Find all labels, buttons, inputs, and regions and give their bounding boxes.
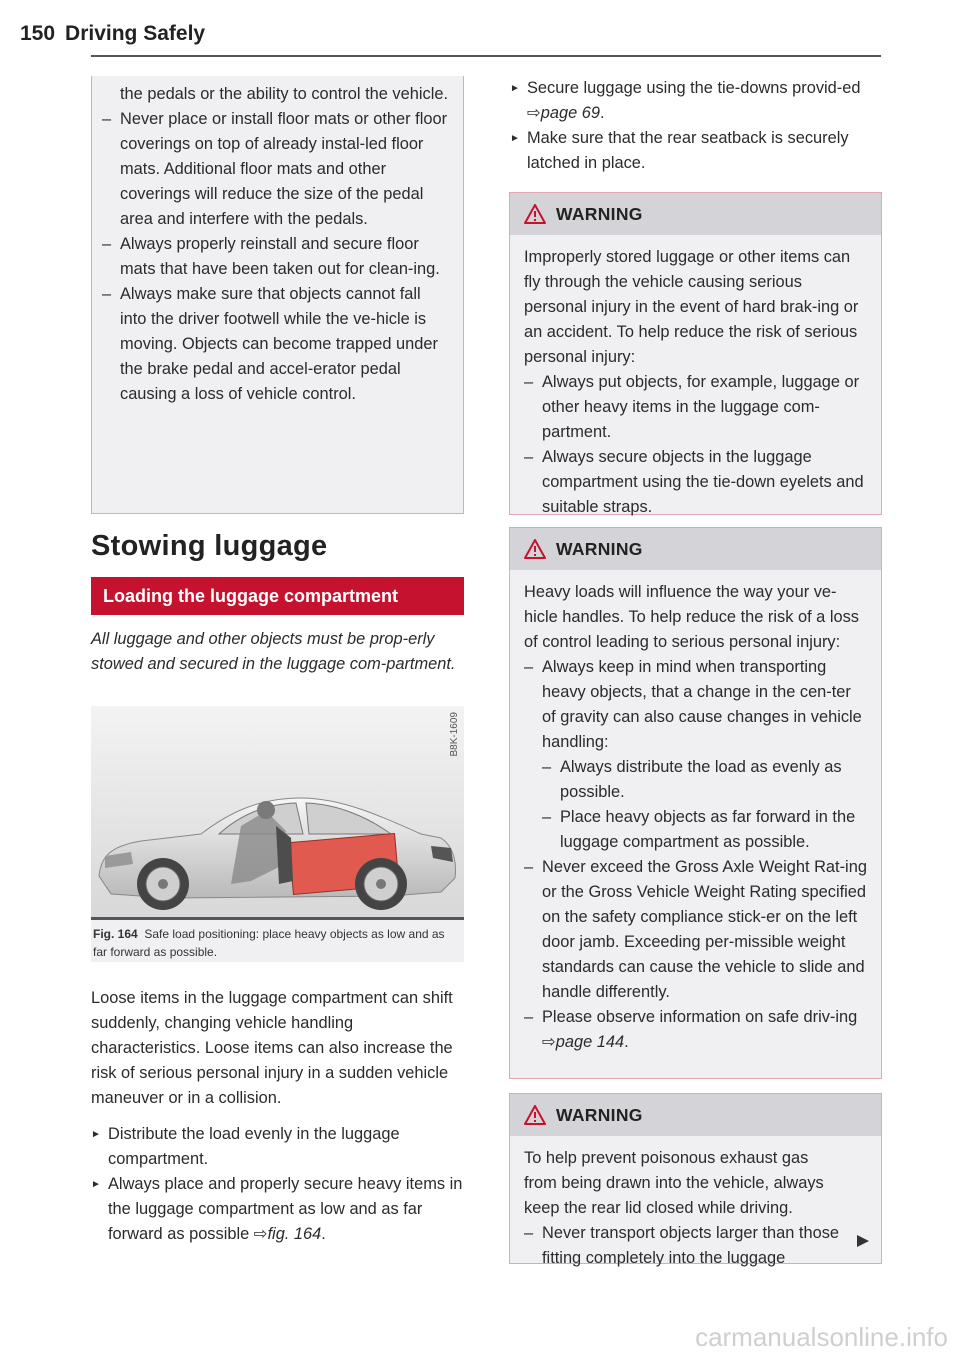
body-paragraph: Loose items in the luggage compartment can shift suddenly, changing vehicle handling characteristics. Loose items can also increase the risk of serious personal injury in a sudden vehicle maneuver or in a collision. [91, 989, 453, 1107]
punctuation: . [321, 1225, 326, 1243]
figure-caption-text: Safe load positioning: place heavy objects as low and as far forward as possible. [93, 927, 445, 959]
list-item: – Always put objects, for example, luggage or other heavy items in the luggage com-partment. [524, 370, 867, 445]
car-illustration [91, 706, 464, 917]
page-header [20, 22, 205, 46]
instruction-text: Always place and properly secure heavy items in the luggage compartment as low and as far forward as possible [108, 1175, 463, 1243]
intro-text: All luggage and other objects must be prop-erly stowed and secured in the luggage com-partment. [91, 630, 456, 673]
warning-title: WARNING [556, 1104, 643, 1125]
instruction-list-left [91, 1122, 464, 1247]
warning-list [524, 1221, 841, 1271]
instruction-text: Make sure that the rear seatback is securely latched in place. [527, 129, 849, 172]
sublist-item: – Always distribute the load as evenly as possible. [542, 755, 867, 805]
page-reference-link[interactable]: page 69 [540, 104, 600, 122]
list-item [524, 1005, 867, 1055]
list-item: – Always properly reinstall and secure floor mats that have been taken out for clean-ing. [102, 232, 451, 282]
warning-text: Improperly stored luggage or other items can fly through the vehicle causing serious personal injury in the event of hard brak-ing or an accident. To help reduce the risk of serious personal injury: [524, 248, 859, 366]
figure-image [91, 706, 464, 920]
page-number: 150 [20, 22, 56, 45]
instruction-step [510, 76, 882, 126]
watermark: carmanualsonline.info [695, 1322, 948, 1352]
section-name: Driving Safely [65, 22, 206, 45]
warning-list [524, 655, 867, 1055]
list-item-text: Always keep in mind when transporting heavy objects, that a change in the cen-ter of gravity can also cause changes in vehicle handling: [542, 658, 862, 751]
list-item: – Never exceed the Gross Axle Weight Rat-ing or the Gross Vehicle Weight Rating specified on the safety compliance stick-er on the left door jamb. Exceeding per-missible weight standards can cause the vehicle to slide and handle differently. [524, 855, 867, 1005]
continue-arrow-icon [855, 1233, 871, 1249]
warning-title: WARNING [556, 203, 643, 224]
warning-text: Heavy loads will influence the way your ve-hicle handles. To help reduce the risk of a loss of control leading to serious personal injury: [524, 583, 859, 651]
arrow-right-icon: ⇨ [542, 1033, 556, 1051]
arrow-right-icon: ⇨ [527, 104, 541, 122]
warning-triangle-icon [524, 1105, 546, 1125]
warning-list [524, 370, 867, 520]
warning-title: WARNING [556, 538, 643, 559]
warning-box-3 [509, 1093, 882, 1267]
warning-header [510, 193, 881, 235]
instruction-list-right [510, 76, 882, 176]
warning-text: To help prevent poisonous exhaust gas from being drawn into the vehicle, always keep the rear lid closed while driving. [524, 1149, 824, 1217]
list-item: – Always secure objects in the luggage compartment using the tie-down eyelets and suitable straps. [524, 445, 867, 520]
list-item: – Never place or install floor mats or other floor coverings on top of already instal-led floor mats. Additional floor mats and other coverings will reduce the size of the pedal area and interfere with the pedals. [102, 107, 451, 232]
figure-label: Fig. 164 [93, 927, 138, 941]
figure-code: B8K-1609 [449, 712, 460, 757]
figure-reference-link[interactable]: fig. 164 [267, 1225, 322, 1243]
warning-triangle-icon [524, 204, 546, 224]
instruction-text: Secure luggage using the tie-downs provid-ed [527, 79, 861, 97]
section-title: Stowing luggage [91, 530, 328, 562]
instruction-step [91, 1172, 464, 1247]
instruction-step [91, 1122, 464, 1172]
arrow-right-icon: ⇨ [253, 1225, 268, 1243]
list-item: – Always make sure that objects cannot fall into the driver footwell while the ve-hicle is moving. Objects can become trapped under the brake pedal and accel-erator pedal causing a loss of vehicle control. [102, 282, 451, 407]
sublist-item: – Place heavy objects as far forward in the luggage compartment as possible. [542, 805, 867, 855]
instruction-text: Distribute the load evenly in the luggage compartment. [108, 1125, 400, 1168]
list-item-text: Please observe information on safe driv-ing [542, 1008, 858, 1026]
punctuation: . [599, 104, 605, 122]
figure-caption [93, 925, 461, 961]
list-item: – Never transport objects larger than those fitting completely into the luggage [524, 1221, 841, 1271]
instruction-step [510, 126, 882, 176]
warning-continuation-box [91, 76, 464, 514]
warning-sublist [524, 755, 867, 855]
warning-box-2 [509, 527, 882, 1079]
continuation-text: the pedals or the ability to control the vehicle. [120, 85, 449, 103]
page-reference-link[interactable]: page 144 [555, 1033, 625, 1051]
warning-triangle-icon [524, 539, 546, 559]
header-rule [91, 55, 881, 57]
warning-header [510, 1094, 881, 1136]
continuation-list [102, 107, 451, 407]
list-item [524, 655, 867, 855]
punctuation: . [624, 1033, 629, 1051]
warning-box-1 [509, 192, 882, 515]
warning-header [510, 528, 881, 570]
subsection-title: Loading the luggage compartment [91, 577, 464, 615]
